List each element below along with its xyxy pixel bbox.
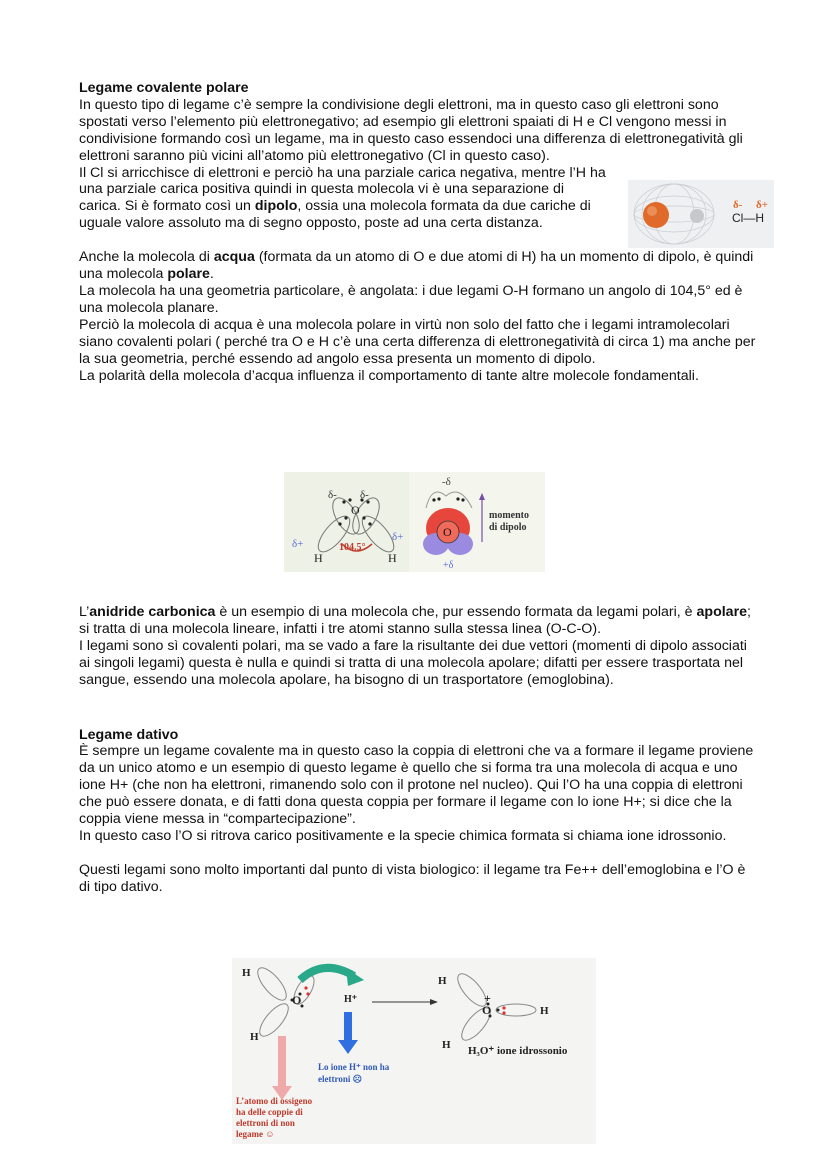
dative-bond-figure <box>232 958 596 1144</box>
ion-arrow <box>344 1012 352 1042</box>
ion-note-line2: elettroni ☹ <box>318 1074 362 1084</box>
h-bottom-left: H <box>250 1031 259 1043</box>
plus-charge: + <box>484 991 491 1005</box>
hydronium-label: H₃O⁺ ione idrossonio <box>468 1045 568 1057</box>
delta-minus-1: δ- <box>328 489 337 501</box>
paragraph: Questi legami sono molto importanti dal punto di vista biologico: il legame tra Fe++ dell’emoglobina e l’O è di tipo dativo. <box>79 861 746 895</box>
paragraph: In questo caso l’O si ritrova carico positivamente e la specie chimica formata si chiama ione idrossonio. <box>79 827 727 844</box>
oxygen-note-line4: legame ☺ <box>236 1129 275 1139</box>
paragraph: È sempre un legame covalente ma in questo caso la coppia di elettroni che va a formare il legame proviene da un unico atomo e un esempio di questo legame è quello che si forma tra una molecola di acqua e uno ione H+ (che non ha elettroni, rimanendo solo con il protone nel nucleo). Qui l’O ha una coppia di elettroni che può essere donata, e di fatti dona questa coppia per formare il legame con lo ione H+; si dice che la coppia viene messa in “compartecipazione”. <box>79 743 754 828</box>
ion-note-line1: Lo ione H⁺ non ha <box>318 1062 390 1072</box>
oxygen-note-line1: L’atomo di ossigeno <box>236 1096 313 1106</box>
delta-plus-right: δ+ <box>392 531 404 543</box>
chlorine-atom <box>643 202 669 228</box>
moment-label-1: momento <box>489 510 529 521</box>
h-top-left: H <box>242 967 251 979</box>
paragraph: La molecola ha una geometria particolare, è angolata: i due legami O-H formano un angolo di 104,5° ed è una molecola planare. <box>79 282 743 316</box>
top-delta-label: -δ <box>442 476 451 488</box>
section-title-dative: Legame dativo <box>79 726 179 743</box>
o-right: O <box>482 1003 492 1017</box>
h-bottom-right: H <box>442 1039 451 1051</box>
oxygen-note-line2: ha delle coppie di <box>236 1107 303 1117</box>
paragraph-dipole: Il Cl si arricchisce di elettroni e perciò ha una parziale carica negativa, mentre l’H ha una parziale carica positiva quindi in questa molecola vi è una separazione di carica. Si è formato così un dipolo, ossia una molecola formata da due cariche di uguale valore assoluto ma di segno opposto, poste ad una certa distanza. <box>79 164 606 232</box>
h-plus-ion: H⁺ <box>344 994 358 1005</box>
paragraph: I legami sono sì covalenti polari, ma se vado a fare la risultante dei due vettori (momenti di dipolo associati ai singoli legami) questa è nulla e quindi si tratta di una molecola apolare; difatti per essere trasportata nel sangue, essendo una molecola apolare, ha bisogno di un trasportatore (emoglobina). <box>79 637 747 688</box>
hcl-formula: Cl—H <box>732 211 764 225</box>
hydrogen-atom <box>690 209 704 223</box>
delta-minus-2: δ- <box>360 489 369 501</box>
hydrogen-left-label: H <box>314 551 323 565</box>
delta-minus-label: δ- <box>733 199 743 211</box>
h-top-right: H <box>438 975 447 987</box>
document-page-lower <box>79 604 759 896</box>
oxygen-arrow <box>278 1036 286 1088</box>
paragraph: La polarità della molecola d’acqua influenza il comportamento di tante altre molecole fondamentali. <box>79 367 699 384</box>
o-left: O <box>292 993 302 1007</box>
bond-angle-label: 104.5° <box>339 542 366 553</box>
water-molecule-figure <box>284 472 545 572</box>
hydrogen-right-label: H <box>388 551 397 565</box>
oxygen-note-line3: elettroni di non <box>236 1118 295 1128</box>
moment-label-2: di dipolo <box>489 522 527 533</box>
delta-plus-label: δ+ <box>756 199 768 211</box>
paragraph-water: Anche la molecola di acqua (formata da un atomo di O e due atomi di H) ha un momento di dipolo, è quindi una molecola polare. <box>79 249 754 283</box>
hcl-molecule-figure <box>628 180 774 248</box>
oxygen-label: O <box>351 503 360 517</box>
delta-plus-left: δ+ <box>292 538 304 550</box>
bottom-delta-label: +δ <box>443 560 454 571</box>
h-right: H <box>540 1005 549 1017</box>
section-title-covalent-polar: Legame covalente polare <box>79 80 249 96</box>
center-oxygen-label: O <box>443 525 452 539</box>
paragraph: Perciò la molecola di acqua è una molecola polare in virtù non solo del fatto che i legami intramolecolari siano covalenti polari ( perché tra O e H c’è una certa differenza di elettronegatività di circa 1) ma anche per la sua geometria, perché essendo ad angolo essa presenta un momento di dipolo. <box>79 316 756 367</box>
paragraph: In questo tipo di legame c’è sempre la condivisione degli elettroni, ma in questo caso gli elettroni sono spostati verso l’elemento più elettronegativo; ad esempio gli elettroni spaiati di H e Cl vengono messi in condivisione formando così un legame, ma in questo caso essendoci una differenza di elettronegatività gli elettroni saranno più vicini all’atomo più elettronegativo (Cl in questo caso). <box>79 96 743 164</box>
paragraph-co2: L’anidride carbonica è un esempio di una molecola che, pur essendo formata da legami polari, è apolare; si tratta di una molecola lineare, infatti i tre atomi stanno sulla stessa linea (O-C-O). <box>79 604 751 637</box>
